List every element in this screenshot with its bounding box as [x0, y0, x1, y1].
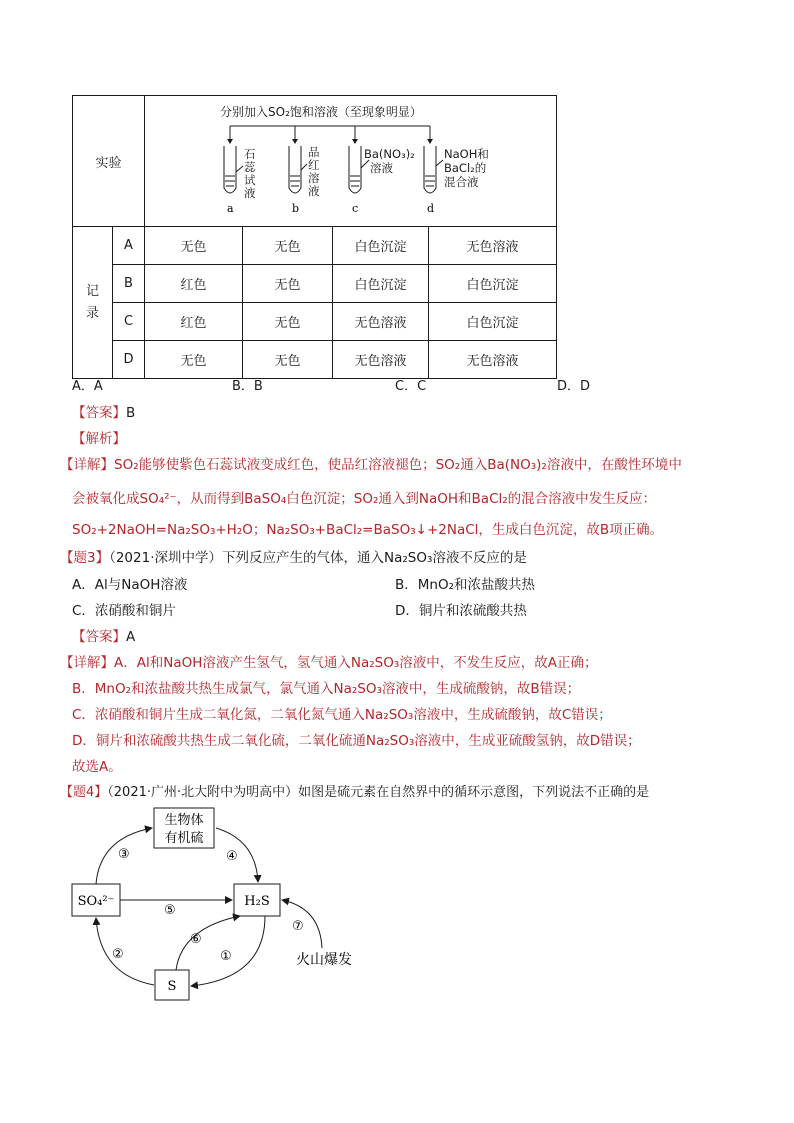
- table-cell: 无色: [243, 341, 333, 379]
- label-2: ②: [112, 947, 124, 962]
- answer-value: B: [126, 405, 136, 421]
- table-cell: 红色: [145, 303, 243, 341]
- experiment-figure-cell: [145, 96, 557, 227]
- q3-stem: [60, 546, 527, 566]
- q3-option-a[interactable]: A．Al与NaOH溶液: [72, 577, 188, 593]
- q4-stem: [60, 781, 649, 800]
- analysis-tag: 【解析】: [72, 431, 126, 447]
- table-cell: 无色: [243, 227, 333, 265]
- node-sulfur-label: S: [167, 979, 177, 994]
- q3-stem-text: （2021·深圳中学）下列反应产生的气体，通入Na₂SO₃溶液不反应的是: [109, 550, 527, 566]
- q4-tag: 【题4】: [60, 785, 108, 800]
- detail-text: A．Al和NaOH溶液产生氢气，氢气通入Na₂SO₃溶液中，不发生反应，故A正确；: [114, 655, 598, 671]
- label-4: ④: [226, 849, 238, 864]
- experiment-label: 实验: [73, 96, 145, 227]
- label-6: ⑥: [190, 932, 202, 947]
- q3-option-b[interactable]: B．MnO₂和浓盐酸共热: [395, 577, 536, 593]
- answer-tag: 【答案】: [72, 629, 126, 645]
- q3-detail-line1: [60, 651, 598, 671]
- tube-c-letter: c: [352, 202, 359, 215]
- q4-stem-text: （2021·广州·北大附中为明高中）如图是硫元素在自然界中的循环示意图，下列说法不正确的是: [107, 785, 650, 800]
- q3-tag: 【题3】: [60, 550, 110, 566]
- q2-detail-line3: SO₂+2NaOH=Na₂SO₃+H₂O；Na₂SO₃+BaCl₂=BaSO₃↓+2NaCl，生成白色沉淀，故B项正确。: [72, 522, 664, 538]
- row-option: D: [113, 341, 145, 379]
- table-cell: 白色沉淀: [429, 265, 557, 303]
- q2-option-c[interactable]: C．C: [395, 379, 427, 394]
- table-row: [73, 265, 557, 303]
- table-cell: 白色沉淀: [333, 265, 429, 303]
- label-1: ①: [220, 949, 232, 964]
- table-cell: 无色: [243, 265, 333, 303]
- q2-option-b[interactable]: B．B: [232, 379, 263, 394]
- q2-detail-line2: 会被氧化成SO₄²⁻，从而得到BaSO₄白色沉淀；SO₂通入到NaOH和BaCl₂的混合溶液中发生反应：: [72, 491, 657, 507]
- table-cell: 无色溶液: [429, 341, 557, 379]
- tube-b: [289, 146, 307, 193]
- table-row: [73, 303, 557, 341]
- table-cell: 白色沉淀: [333, 227, 429, 265]
- table-row: [73, 341, 557, 379]
- tube-b-letter: b: [292, 202, 300, 215]
- q2-analysis: [72, 427, 126, 447]
- row-option: C: [113, 303, 145, 341]
- q2-detail-line1: [60, 453, 682, 473]
- q3-detail-line2: B．MnO₂和浓盐酸共热生成氯气，氯气通入Na₂SO₃溶液中，生成硫酸钠，故B错误；: [72, 681, 581, 697]
- sulfur-cycle-diagram: [60, 800, 400, 1010]
- table-cell: 无色溶液: [333, 341, 429, 379]
- q2-answer: [72, 401, 135, 421]
- table-row: [73, 96, 557, 227]
- tube-c-label: Ba(NO₃)₂ 溶液: [364, 147, 415, 175]
- label-5: ⑤: [164, 903, 176, 918]
- detail-tag: 【详解】: [60, 457, 114, 473]
- tube-d: [424, 146, 443, 193]
- q3-option-d[interactable]: D．铜片和浓硫酸共热: [395, 603, 527, 619]
- detail-text: SO₂能够使紫色石蕊试液变成红色，使品红溶液褪色；SO₂通入Ba(NO₃)₂溶液中，在酸性环境中: [114, 457, 682, 473]
- table-cell: 无色: [145, 341, 243, 379]
- q3-detail-line4: D．铜片和浓硫酸共热生成二氧化硫，二氧化硫通Na₂SO₃溶液中，生成亚硫酸氢钠，故D错误；: [72, 733, 641, 749]
- table-row: [73, 227, 557, 265]
- q3-detail-line5: 故选A。: [72, 759, 122, 775]
- table-cell: 无色溶液: [429, 227, 557, 265]
- tube-b-label: 品红溶液: [308, 145, 320, 198]
- arrow-2: [96, 918, 154, 985]
- row-option: B: [113, 265, 145, 303]
- figure-top-caption: 分别加入SO₂饱和溶液（至现象明显）: [220, 105, 422, 119]
- experiment-table: [72, 95, 557, 379]
- q3-option-c[interactable]: C．浓硝酸和铜片: [72, 603, 176, 619]
- label-7: ⑦: [292, 919, 304, 934]
- answer-value: A: [126, 629, 136, 645]
- table-cell: 无色: [243, 303, 333, 341]
- tube-a: [224, 146, 243, 193]
- tube-d-label: NaOH和 BaCl₂的混合液: [444, 147, 489, 189]
- q2-option-d[interactable]: D．D: [557, 379, 591, 394]
- table-cell: 无色: [145, 227, 243, 265]
- tube-a-label: 石蕊试液: [244, 147, 256, 200]
- volcano-label: 火山爆发: [296, 952, 352, 968]
- node-h2s-label: H₂S: [244, 894, 270, 909]
- tube-d-letter: d: [427, 202, 435, 215]
- table-cell: 无色溶液: [333, 303, 429, 341]
- node-sulfate-label: SO₄²⁻: [77, 894, 115, 909]
- q3-detail-line3: C．浓硝酸和铜片生成二氧化氮，二氧化氮气通入Na₂SO₃溶液中，生成硫酸钠，故C错误；: [72, 707, 612, 723]
- table-cell: 红色: [145, 265, 243, 303]
- label-3: ③: [118, 847, 130, 862]
- test-tube-figure: [145, 96, 555, 222]
- detail-tag: 【详解】: [60, 655, 114, 671]
- table-cell: 白色沉淀: [429, 303, 557, 341]
- node-organic-sulfur-label: 生物体有机硫: [164, 813, 204, 846]
- row-option: A: [113, 227, 145, 265]
- record-label: 记 录: [73, 227, 113, 379]
- q2-option-a[interactable]: A．A: [72, 379, 103, 394]
- answer-tag: 【答案】: [72, 405, 126, 421]
- tube-a-letter: a: [227, 202, 234, 215]
- q3-answer: [72, 625, 135, 645]
